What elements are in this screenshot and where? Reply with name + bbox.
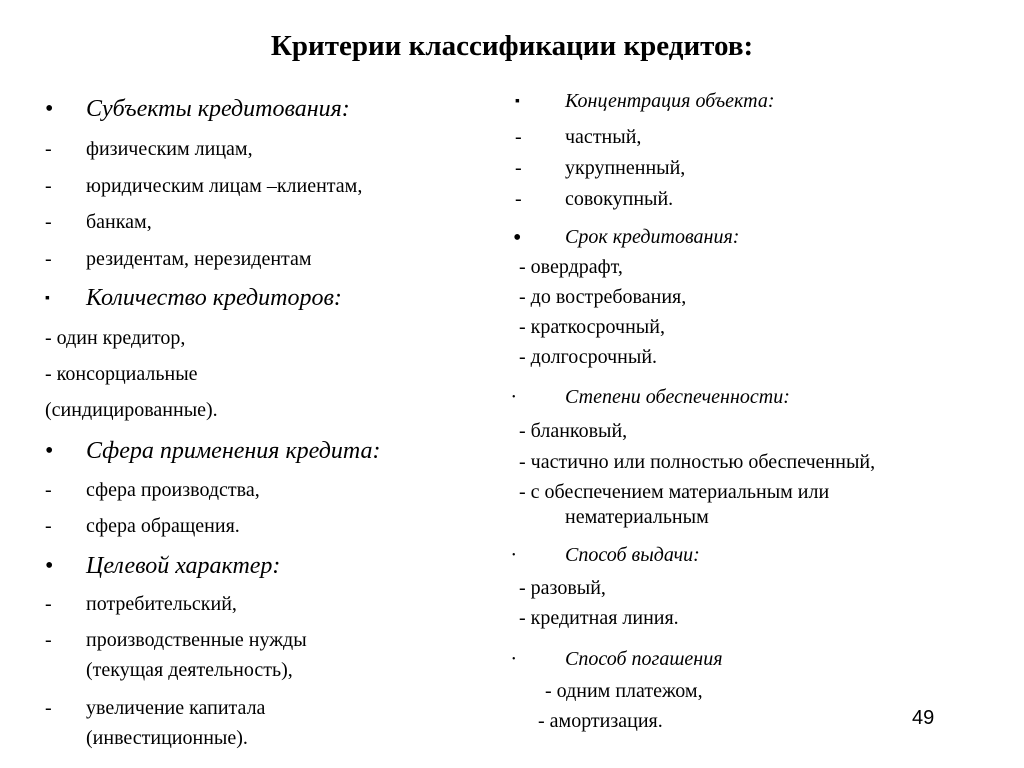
section-heading: Сфера применения кредита:: [86, 438, 381, 464]
bullet-icon: •: [45, 96, 54, 122]
list-item: физическим лицам,: [86, 138, 253, 160]
list-item: - бланковый,: [519, 420, 628, 442]
bullet-icon: •: [513, 225, 522, 251]
list-item: сфера производства,: [86, 479, 260, 501]
bullet-icon: •: [45, 553, 54, 579]
section-heading: Способ выдачи:: [565, 544, 700, 566]
dash-icon: -: [45, 593, 52, 615]
list-item: совокупный.: [565, 188, 674, 210]
dash-icon: -: [515, 188, 522, 210]
list-item: - консорциальные: [45, 363, 198, 385]
list-item: - один кредитор,: [45, 327, 186, 349]
list-item: частный,: [565, 126, 642, 148]
list-item: - кредитная линия.: [519, 607, 679, 629]
dash-icon: -: [515, 126, 522, 148]
bullet-icon: •: [45, 438, 54, 464]
section-heading: Концентрация объекта:: [565, 90, 775, 112]
list-item: (синдицированные).: [45, 399, 218, 421]
dash-icon: -: [45, 697, 52, 719]
list-item: - разовый,: [519, 577, 606, 599]
list-item: - до востребования,: [519, 286, 687, 308]
square-bullet-icon: ▪: [515, 94, 520, 109]
list-item: - одним платежом,: [545, 680, 703, 702]
bullet-icon: •: [512, 550, 516, 561]
list-item: - овердрафт,: [519, 256, 623, 278]
bullet-icon: •: [512, 392, 516, 403]
list-item: юридическим лицам –клиентам,: [86, 175, 363, 197]
square-bullet-icon: ▪: [45, 291, 50, 306]
section-heading: Целевой характер:: [86, 553, 281, 579]
dash-icon: -: [45, 629, 52, 651]
list-item: банкам,: [86, 211, 152, 233]
list-item: - частично или полностью обеспеченный,: [519, 451, 876, 473]
list-item-continuation: (текущая деятельность),: [86, 659, 293, 681]
list-item: укрупненный,: [565, 157, 686, 179]
section-heading: Количество кредиторов:: [86, 285, 342, 311]
dash-icon: -: [45, 248, 52, 270]
list-item: - амортизация.: [538, 710, 663, 732]
list-item: производственные нужды: [86, 629, 307, 651]
dash-icon: -: [515, 157, 522, 179]
list-item: - долгосрочный.: [519, 346, 658, 368]
list-item: резидентам, нерезидентам: [86, 248, 312, 270]
slide-title: Критерии классификации кредитов:: [270, 30, 754, 62]
list-item: - с обеспечением материальным или: [519, 481, 830, 503]
dash-icon: -: [45, 175, 52, 197]
list-item: - краткосрочный,: [519, 316, 665, 338]
list-item: сфера обращения.: [86, 515, 240, 537]
list-item-continuation: (инвестиционные).: [86, 727, 248, 749]
dash-icon: -: [45, 515, 52, 537]
dash-icon: -: [45, 479, 52, 501]
list-item: увеличение капитала: [86, 697, 266, 719]
dash-icon: -: [45, 138, 52, 160]
dash-icon: -: [45, 211, 52, 233]
page-number: 49: [912, 707, 935, 729]
section-heading: Степени обеспеченности:: [565, 386, 790, 408]
bullet-icon: •: [512, 654, 516, 665]
section-heading: Способ погашения: [565, 648, 723, 670]
section-heading: Срок кредитования:: [565, 226, 740, 248]
list-item: потребительский,: [86, 593, 237, 615]
list-item-continuation: нематериальным: [565, 506, 709, 528]
section-heading: Субъекты кредитования:: [86, 96, 350, 122]
